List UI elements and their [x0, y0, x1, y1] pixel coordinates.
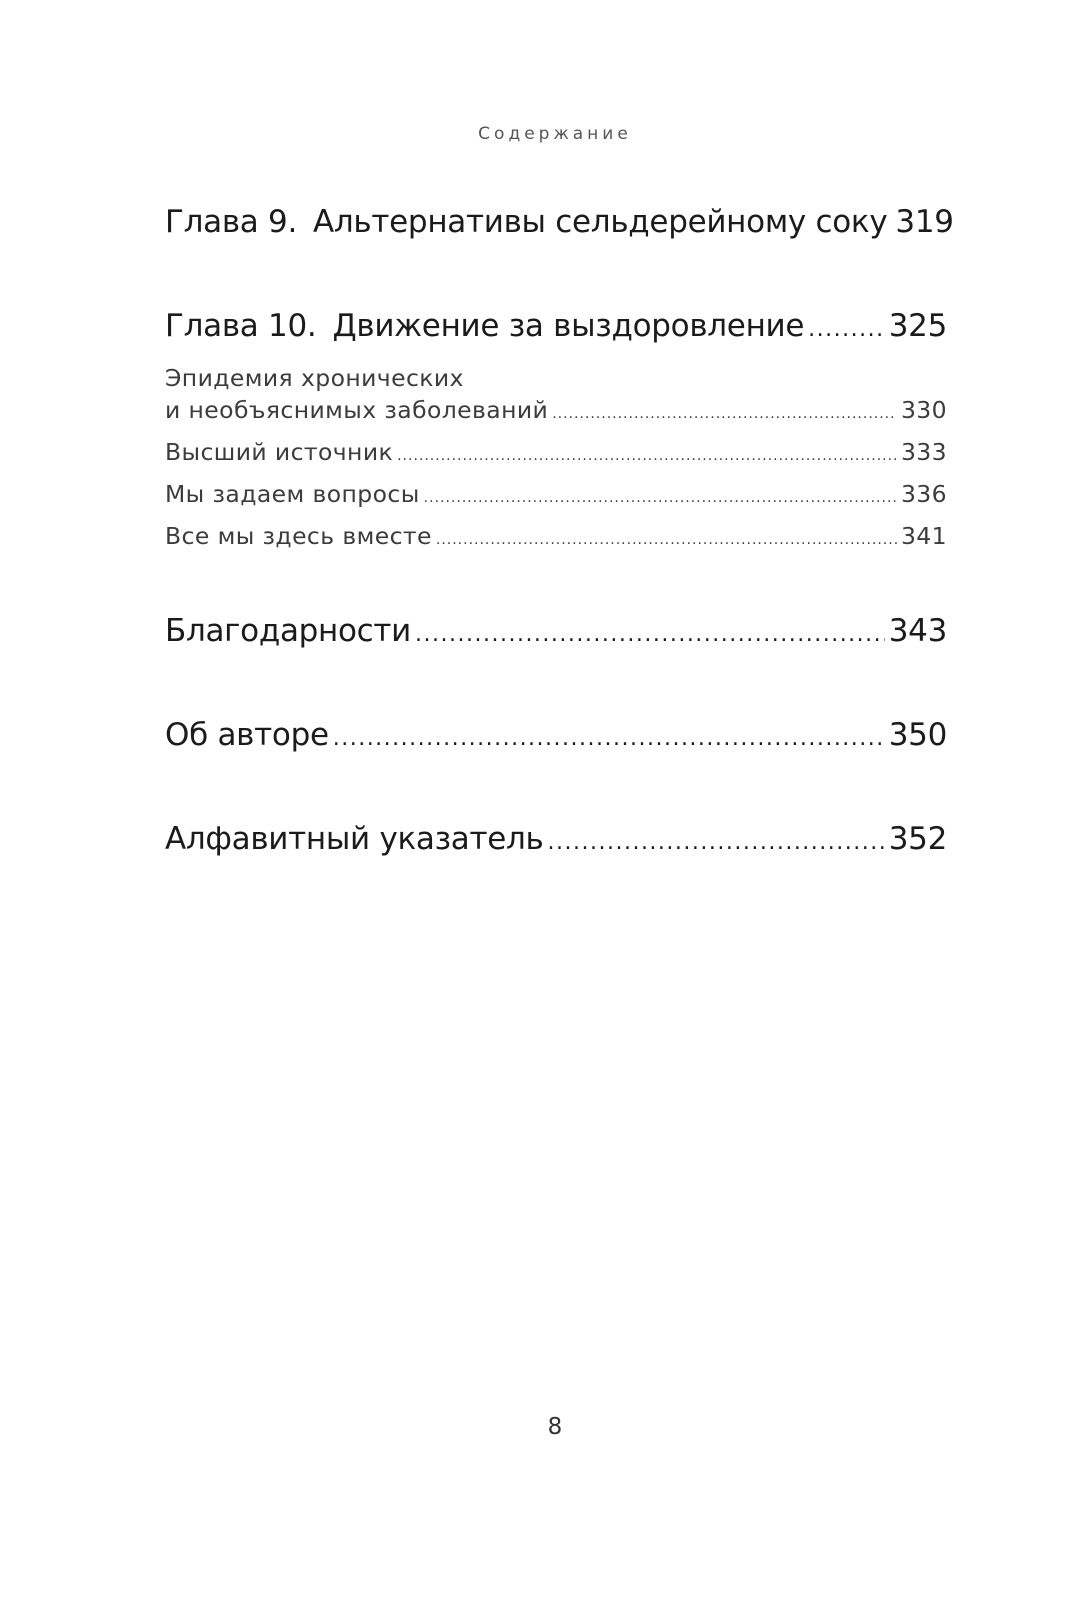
toc-entry-acknowledgments[interactable] [165, 613, 947, 649]
dot-leader [552, 406, 897, 422]
page-number: 319 [895, 204, 954, 240]
page-folio: 8 [547, 1414, 563, 1440]
subentry-title: Все мы здесь вместе [165, 522, 432, 550]
page-number: 352 [888, 821, 947, 857]
chapter-number: Глава 9. [165, 204, 298, 240]
running-head: Содержание [478, 124, 632, 144]
chapter-title: Движение за выздоровление [332, 308, 805, 344]
entry-title: Об авторе [165, 717, 329, 753]
dot-leader [415, 622, 885, 647]
dot-leader [548, 830, 885, 855]
subentry-title-line-1: Эпидемия хронических [165, 364, 464, 392]
chapter-title: Альтернативы сельдерейному соку [313, 204, 888, 240]
toc-subentry-all-together[interactable] [165, 522, 947, 550]
chapter-number: Глава 10. [165, 308, 317, 344]
subentry-title: Мы задаем вопросы [165, 480, 420, 508]
dot-leader [424, 490, 897, 506]
page-number: 336 [900, 480, 947, 508]
toc-subentry-epidemic[interactable] [165, 396, 947, 424]
subentry-title-line-2: и необъяснимых заболеваний [165, 396, 549, 424]
page-number: 350 [888, 717, 947, 753]
toc-entry-chapter-9[interactable] [165, 204, 954, 240]
subentry-title: Высший источник [165, 438, 394, 466]
page-number: 325 [888, 308, 947, 344]
entry-title: Алфавитный указатель [165, 821, 544, 857]
toc-entry-index[interactable] [165, 821, 947, 857]
toc-subentry-questions[interactable] [165, 480, 947, 508]
toc-subentry-higher-source[interactable] [165, 438, 947, 466]
page-number: 343 [888, 613, 947, 649]
toc-entry-about-author[interactable] [165, 717, 947, 753]
page-number: 330 [900, 396, 947, 424]
page-number: 341 [900, 522, 947, 550]
dot-leader [333, 726, 885, 751]
entry-title: Благодарности [165, 613, 412, 649]
page-number: 333 [900, 438, 947, 466]
dot-leader [436, 532, 897, 548]
dot-leader [397, 448, 897, 464]
toc-entry-chapter-10[interactable] [165, 308, 947, 344]
dot-leader [808, 317, 885, 342]
